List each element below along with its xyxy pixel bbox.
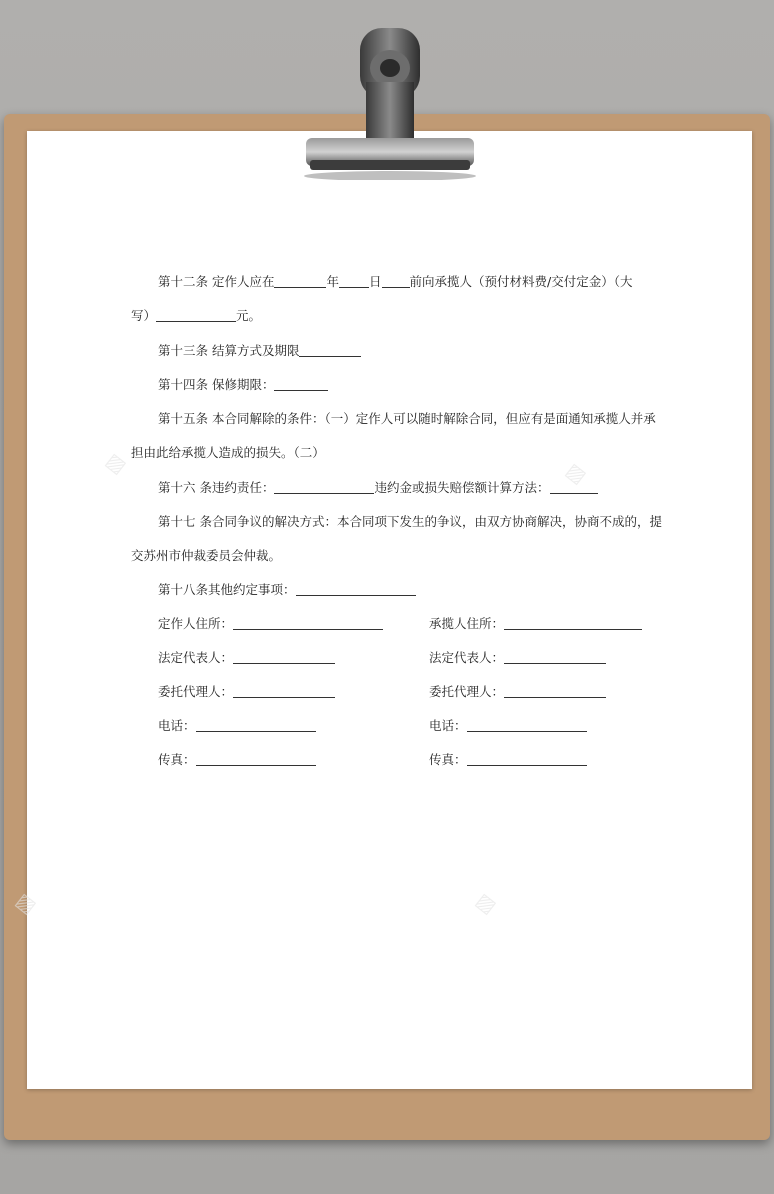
client-legal-rep bbox=[158, 648, 335, 666]
article-14-text: 第十四条 保修期限： bbox=[158, 377, 275, 392]
client-fax-label: 传真： bbox=[158, 752, 196, 767]
blank-contractor-phone bbox=[467, 720, 587, 732]
year-label: 年 bbox=[326, 274, 339, 289]
client-address-label: 定作人住所： bbox=[158, 616, 234, 631]
article-15-line1 bbox=[158, 409, 656, 427]
blank-client-agent bbox=[233, 686, 335, 698]
article-13-text: 第十三条 结算方式及期限 bbox=[158, 343, 300, 358]
article-12-text-2: 前向承揽人（预付材料费/交付定金）（大 bbox=[409, 274, 633, 289]
contractor-phone bbox=[429, 716, 587, 734]
contractor-agent bbox=[429, 682, 606, 700]
article-18-text: 第十八条其他约定事项： bbox=[158, 582, 296, 597]
watermark-mark: ▨ bbox=[471, 887, 502, 919]
article-18 bbox=[158, 580, 416, 598]
watermark-mark: ▨ bbox=[11, 887, 42, 919]
article-17-text: 第十七 条合同争议的解决方式：本合同项下发生的争议，由双方协商解决，协商不成的，提 bbox=[158, 514, 662, 529]
client-phone-label: 电话： bbox=[158, 718, 196, 733]
client-agent bbox=[158, 682, 335, 700]
contractor-address-label: 承揽人住所： bbox=[429, 616, 505, 631]
yuan-label: 元。 bbox=[236, 308, 262, 323]
contractor-phone-label: 电话： bbox=[429, 718, 467, 733]
blank-other bbox=[296, 584, 416, 596]
blank-client-legal-rep bbox=[233, 652, 335, 664]
article-17-text-2: 交苏州市仲裁委员会仲裁。 bbox=[131, 548, 282, 563]
watermark-mark: ▨ bbox=[561, 457, 592, 489]
contractor-agent-label: 委托代理人： bbox=[429, 684, 505, 699]
article-16-text-2: 违约金或损失赔偿额计算方法： bbox=[374, 480, 550, 495]
article-12-text: 第十二条 定作人应在 bbox=[158, 274, 275, 289]
blank-client-address bbox=[233, 618, 383, 630]
blank-warranty bbox=[274, 379, 328, 391]
blank-amount bbox=[156, 310, 236, 322]
day-label: 日 bbox=[369, 274, 382, 289]
blank-deadline bbox=[382, 276, 410, 288]
article-15-text: 第十五条 本合同解除的条件：（一）定作人可以随时解除合同，但应有是面通知承揽人并承 bbox=[158, 411, 656, 426]
blank-contractor-agent bbox=[504, 686, 606, 698]
blank-contractor-fax bbox=[467, 754, 587, 766]
client-address bbox=[158, 614, 383, 632]
contractor-fax-label: 传真： bbox=[429, 752, 467, 767]
blank-client-fax bbox=[196, 754, 316, 766]
watermark-mark: ▨ bbox=[101, 447, 132, 479]
blank-method bbox=[550, 482, 598, 494]
contractor-legal-rep bbox=[429, 648, 606, 666]
article-17-line2 bbox=[131, 546, 281, 564]
blank-liability bbox=[274, 482, 374, 494]
article-12-line1 bbox=[158, 272, 632, 290]
article-16-text: 第十六 条违约责任： bbox=[158, 480, 275, 495]
binder-clip-icon bbox=[296, 20, 480, 180]
client-legal-rep-label: 法定代表人： bbox=[158, 650, 234, 665]
blank-day bbox=[339, 276, 369, 288]
contractor-fax bbox=[429, 750, 587, 768]
article-13 bbox=[158, 341, 361, 359]
blank-contractor-address bbox=[504, 618, 642, 630]
blank-year bbox=[274, 276, 326, 288]
contractor-address bbox=[429, 614, 642, 632]
client-fax bbox=[158, 750, 316, 768]
client-agent-label: 委托代理人： bbox=[158, 684, 234, 699]
article-14 bbox=[158, 375, 328, 393]
article-15-text-2: 担由此给承揽人造成的损失。（二） bbox=[131, 445, 325, 460]
article-15-line2 bbox=[131, 443, 325, 461]
article-12-line2 bbox=[131, 306, 261, 324]
article-16 bbox=[158, 478, 598, 496]
contractor-legal-rep-label: 法定代表人： bbox=[429, 650, 505, 665]
blank-contractor-legal-rep bbox=[504, 652, 606, 664]
client-phone bbox=[158, 716, 316, 734]
article-17-line1 bbox=[158, 512, 662, 530]
blank-settlement bbox=[299, 345, 361, 357]
capital-label: 写） bbox=[131, 308, 157, 323]
blank-client-phone bbox=[196, 720, 316, 732]
